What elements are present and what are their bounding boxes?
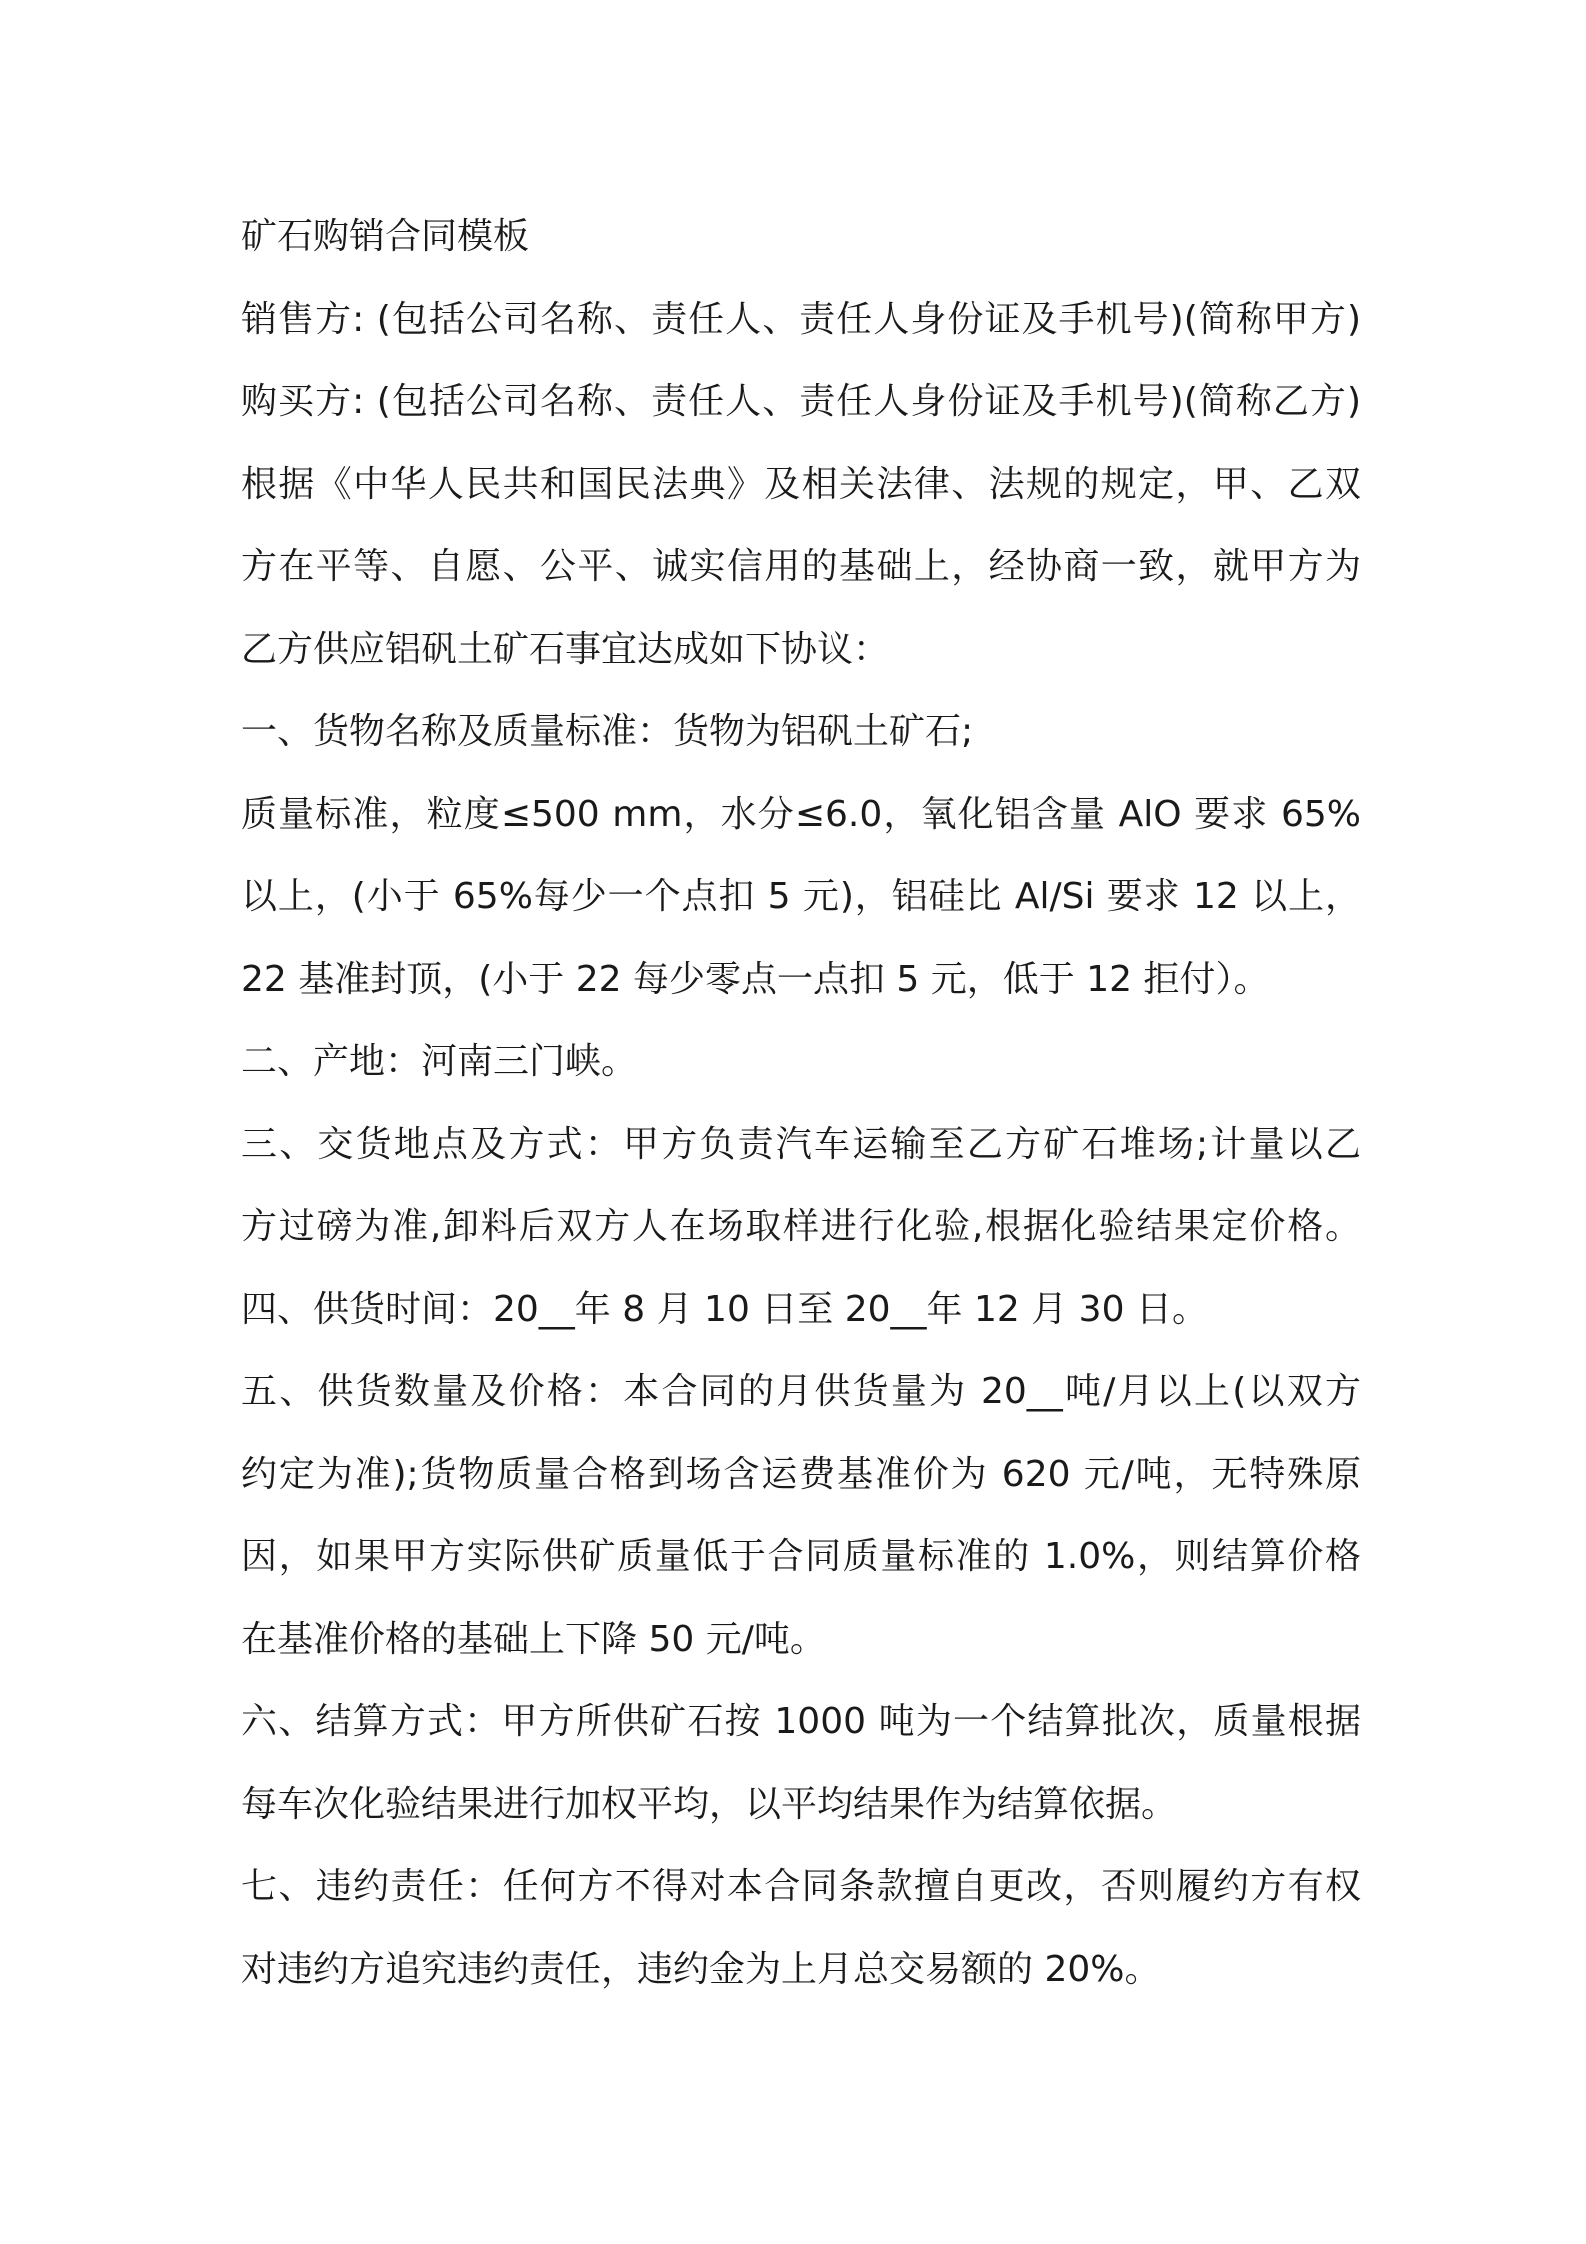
document-line: 以上，(小于 65%每少一个点扣 5 元)，铝硅比 Al/Si 要求 12 以上， <box>241 876 1361 917</box>
contract-document <box>241 196 1361 2011</box>
document-line: 销售方: (包括公司名称、责任人、责任人身份证及手机号)(简称甲方) <box>241 298 1361 340</box>
document-line: 质量标准，粒度≤500 mm，水分≤6.0，氧化铝含量 AlO 要求 65% <box>241 793 1361 835</box>
document-line: 六、结算方式：甲方所供矿石按 1000 吨为一个结算批次，质量根据 <box>241 1701 1361 1742</box>
document-line: 方过磅为准,卸料后双方人在场取样进行化验,根据化验结果定价格。 <box>241 1206 1361 1247</box>
document-line: 在基准价格的基础上下降 50 元/吨。 <box>241 1618 826 1660</box>
document-line: 每车次化验结果进行加权平均，以平均结果作为结算依据。 <box>241 1783 1178 1825</box>
document-line: 一、货物名称及质量标准：货物为铝矾土矿石; <box>241 711 974 752</box>
document-line: 约定为准);货物质量合格到场含运费基准价为 620 元/吨，无特殊原 <box>241 1453 1361 1495</box>
document-body <box>241 196 1361 2011</box>
document-line: 四、供货时间：20__年 8 月 10 日至 20__年 12 月 30 日。 <box>241 1288 1208 1330</box>
document-title: 矿石购销合同模板 <box>241 216 530 257</box>
document-line: 五、供货数量及价格：本合同的月供货量为 20__吨/月以上(以双方 <box>241 1371 1361 1412</box>
document-line: 对违约方追究违约责任，违约金为上月总交易额的 20%。 <box>241 1948 1161 1990</box>
document-line: 方在平等、自愿、公平、诚实信用的基础上，经协商一致，就甲方为 <box>241 546 1361 587</box>
document-line: 因，如果甲方实际供矿质量低于合同质量标准的 1.0%，则结算价格 <box>241 1536 1361 1577</box>
document-line: 22 基准封顶，(小于 22 每少零点一点扣 5 元，低于 12 拒付）。 <box>241 958 1270 1000</box>
document-line: 七、违约责任：任何方不得对本合同条款擅自更改，否则履约方有权 <box>241 1866 1361 1907</box>
document-line: 购买方: (包括公司名称、责任人、责任人身份证及手机号)(简称乙方) <box>241 381 1361 422</box>
document-line: 三、交货地点及方式：甲方负责汽车运输至乙方矿石堆场;计量以乙 <box>241 1123 1361 1165</box>
document-line: 乙方供应铝矾土矿石事宜达成如下协议： <box>241 628 890 670</box>
document-line: 根据《中华人民共和国民法典》及相关法律、法规的规定，甲、乙双 <box>241 463 1361 505</box>
document-line: 二、产地：河南三门峡。 <box>241 1041 638 1082</box>
